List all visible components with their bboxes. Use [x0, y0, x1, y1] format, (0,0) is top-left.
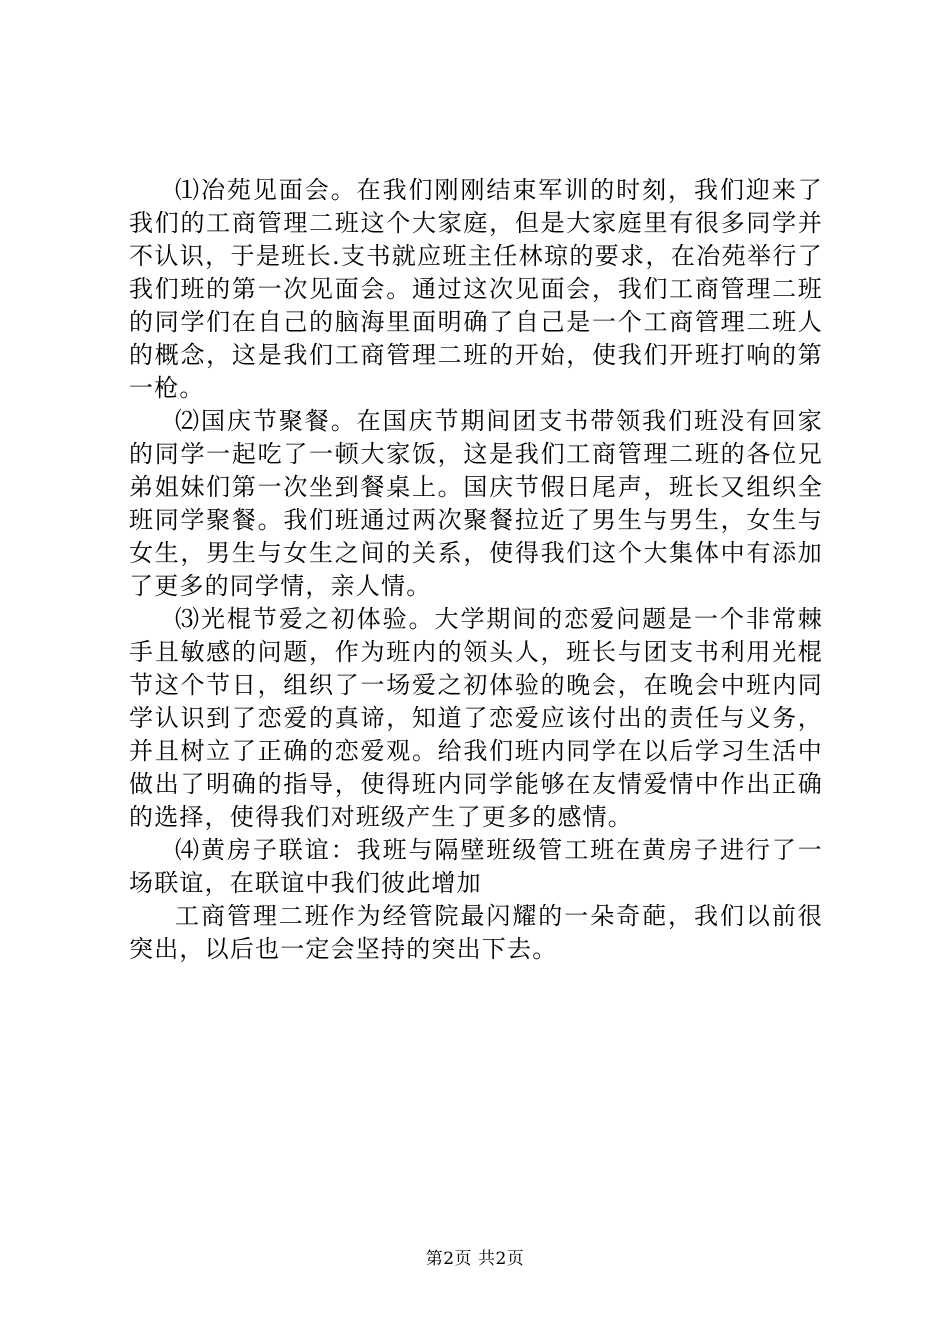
paragraph-conclusion: 工商管理二班作为经管院最闪耀的一朵奇葩，我们以前很突出，以后也一定会坚持的突出下去。 [129, 902, 823, 963]
paragraph-singles-day-event: ⑶光棍节爱之初体验。大学期间的恋爱问题是一个非常棘手且敏感的问题，作为班内的领头人，班长与团支书利用光棍节这个节日，组织了一场爱之初体验的晚会，在晚会中班内同学认识到了恋爱的真谛，知道了恋爱应该付出的责任与义务，并且树立了正确的恋爱观。给我们班内同学在以后学习生活中做出了明确的指导，使得班内同学能够在友情爱情中作出正确的选择，使得我们对班级产生了更多的感情。 [129, 605, 823, 831]
document-body [129, 174, 823, 966]
page-number-footer: 第2页 共2页 [425, 1249, 525, 1269]
paragraph-yellow-house-social: ⑷黄房子联谊：我班与隔壁班级管工班在黄房子进行了一场联谊，在联谊中我们彼此增加 [129, 836, 823, 897]
paragraph-yeyuan-meeting: ⑴冶苑见面会。在我们刚刚结束军训的时刻，我们迎来了我们的工商管理二班这个大家庭，但是大家庭里有很多同学并不认识，于是班长.支书就应班主任林琼的要求，在冶苑举行了我们班的第一次见面会。通过这次见面会，我们工商管理二班的同学们在自己的脑海里面明确了自己是一个工商管理二班人的概念，这是我们工商管理二班的开始，使我们开班打响的第一枪。 [129, 176, 823, 402]
paragraph-national-day-dinner: ⑵国庆节聚餐。在国庆节期间团支书带领我们班没有回家的同学一起吃了一顿大家饭，这是我们工商管理二班的各位兄弟姐妹们第一次坐到餐桌上。国庆节假日尾声，班长又组织全班同学聚餐。我们班通过两次聚餐拉近了男生与男生，女生与女生，男生与女生之间的关系，使得我们这个大集体中有添加了更多的同学情，亲人情。 [129, 407, 823, 600]
